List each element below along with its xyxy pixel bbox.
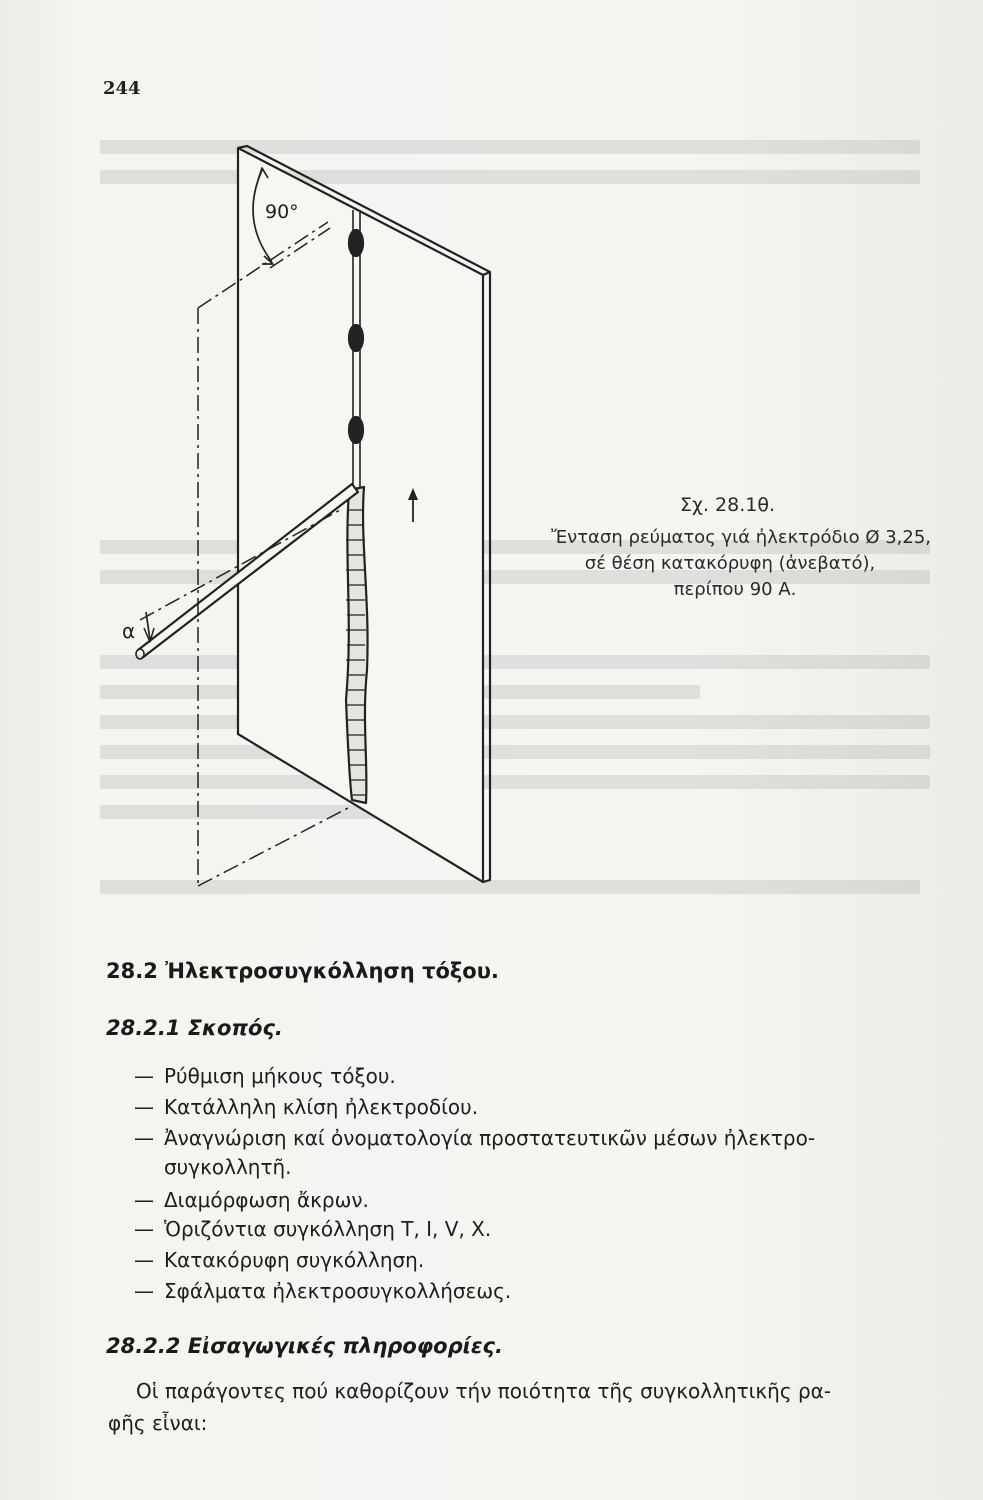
tack-weld [349, 325, 363, 351]
list-item: — Διαμόρφωση ἄκρων. [134, 1188, 369, 1212]
list-item: — Ἀναγνώριση καί ὀνοματολογία προστατευτικῶν μέσων ἠλεκτρο- [134, 1126, 816, 1150]
page-number: 244 [103, 78, 141, 99]
figure-caption-line: Ἔνταση ρεύματος γιά ἠλεκτρόδιο Ø 3,25, [550, 527, 932, 548]
list-item: — Ὁριζόντια συγκόλληση Τ, Ι, V, Χ. [134, 1217, 492, 1241]
subsection-title: 28.2.2 Εἰσαγωγικές πληροφορίες. [106, 1334, 503, 1358]
list-item: — Κατάλληλη κλίση ἠλεκτροδίου. [134, 1095, 479, 1119]
figure-caption-line: περίπου 90 Α. [673, 579, 797, 600]
paragraph-line: φῆς εἶναι: [108, 1411, 208, 1435]
list-item-continuation: συγκολλητῆ. [164, 1155, 292, 1179]
section-title: 28.2 Ἠλεκτροσυγκόλληση τόξου. [106, 959, 499, 983]
tack-weld [349, 230, 363, 256]
alpha-label: α [122, 619, 136, 643]
list-item: — Κατακόρυφη συγκόλληση. [134, 1248, 425, 1272]
list-item: — Σφάλματα ἠλεκτροσυγκολλήσεως. [134, 1279, 512, 1303]
paragraph-line: Οἱ παράγοντες πού καθορίζουν τήν ποιότητα τῆς συγκολλητικῆς ρα- [136, 1379, 832, 1403]
angle-label: 90° [265, 201, 299, 223]
figure-caption-line: σέ θέση κατακόρυφη (ἀνεβατό), [584, 553, 876, 574]
tack-weld [349, 417, 363, 443]
figure-caption-number: Σχ. 28.1θ. [680, 494, 776, 516]
list-item: — Ρύθμιση μήκους τόξου. [134, 1064, 396, 1088]
subsection-title: 28.2.1 Σκοπός. [106, 1016, 283, 1040]
